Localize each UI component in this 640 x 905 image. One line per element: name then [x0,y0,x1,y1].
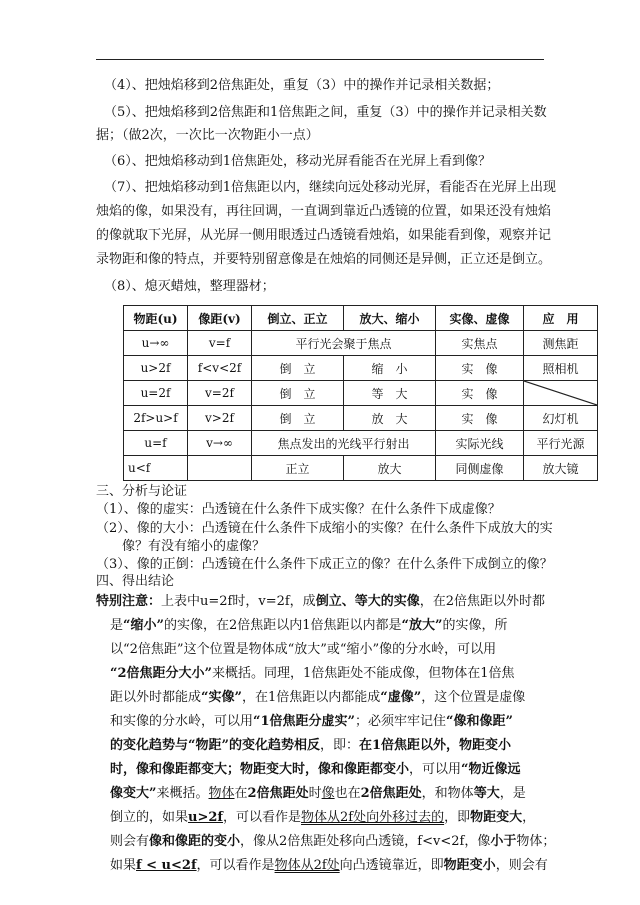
emphasis-text: f < u<2f [136,858,197,873]
table-cell: u=f [124,431,188,456]
text-run: ，即： [320,738,360,753]
emphasis-text: “像和像距” [446,714,514,729]
table-cell: 放 大 [344,406,436,431]
header-magnification: 放大、缩小 [344,306,436,331]
text-run: 是 [110,618,124,633]
emphasis-text: “缩小” [123,618,164,633]
emphasis-text: 倒立、等大的实像 [315,594,420,609]
text-run: ，即 [444,810,471,825]
text-run: ，可以看作是 [223,810,302,825]
text-run: ；必须牢牢记住 [355,714,447,729]
text-run: ，像从2倍焦距处移向凸透镜，f<v<2f，像 [240,834,491,849]
text-run: ，和物体 [421,786,474,801]
emphasis-text: 的变化趋势相反 [228,738,320,753]
text-run: ，在2倍焦距以外时都 [419,594,545,609]
table-cell: v>2f [188,406,252,431]
table-cell [188,456,252,481]
step-6: （6）、把烛焰移动到1倍焦距处，移动光屏看能否在光屏上看到像？ [104,154,492,169]
table-cell: 倒 立 [252,381,344,406]
table-cell: 缩 小 [344,356,436,381]
table-cell: 实焦点 [436,331,524,356]
table-row [124,456,598,481]
table-row [124,381,598,406]
emphasis-text: 物距变小 [443,858,496,873]
table-cell: 实际光线 [436,431,524,456]
emphasis-text: “物近像远 [461,762,521,777]
text-run: 如果 [110,858,137,873]
text-run: 来概括。 [156,786,209,801]
table-cell: 平行光会聚于焦点 [252,331,436,356]
table-cell: u<f [124,456,188,481]
conclusion-line-11 [110,833,555,851]
table-cell: 实 像 [436,356,524,381]
step-7-line-2: 烛焰的像，如果没有，再往回调，一直调到靠近凸透镜的位置，如果还没有烛焰 [96,204,552,219]
emphasis-text: 物距变大 [470,810,523,825]
table-cell: 等 大 [344,381,436,406]
text-run: 在 [234,786,248,801]
table-header-row [124,306,598,331]
text-run: ，在1倍焦距以内都能成 [241,690,381,705]
conclusion-line-7 [110,737,511,755]
table-cell: 焦点发出的光线平行射出 [252,431,436,456]
text-run: 时 [308,786,322,801]
text-run: 也在 [334,786,361,801]
analysis-q2-line-1: （2）、像的大小：凸透镜在什么条件下成缩小的实像？在什么条件下成放大的实 [96,521,553,536]
table-cell: v=2f [188,381,252,406]
table-cell: v→∞ [188,431,252,456]
conclusion-line-2 [110,617,508,635]
emphasis-text: u>2f [188,810,223,825]
header-application: 应 用 [524,306,598,331]
conclusion-line-1 [96,593,545,611]
emphasis-text: 等大 [473,786,500,801]
header-orientation: 倒立、正立 [252,306,344,331]
emphasis-text: 2倍焦距处 [360,786,422,801]
underlined-text: 物体从2f处 [274,858,340,873]
text-run: 距以外时都能成 [110,690,202,705]
table-cell: 幻灯机 [524,406,598,431]
step-8: （8）、熄灭蜡烛，整理器材； [104,279,275,294]
conclusion-line-3: 以“2倍焦距”这个位置是物体成“放大”或“缩小”像的分水岭，可以用 [110,642,497,657]
table-cell: 倒 立 [252,406,344,431]
conclusion-line-12 [110,857,548,875]
emphasis-text: “物距” [188,738,229,753]
special-note-label: 特别注意： [96,594,162,609]
step-5-line-2: 据；（做2次，一次比一次物距小一点） [96,128,319,143]
conclusion-line-10 [110,809,535,827]
emphasis-text: 的变化趋势与 [110,738,189,753]
table-row [124,431,598,456]
text-run: ，这个位置是虚像 [421,690,526,705]
lens-imaging-table [123,305,598,481]
emphasis-text: “1倍焦距分虚实” [253,714,356,729]
text-run: ，是 [499,786,526,801]
step-7-line-3: 的像就取下光屏，从光屏一侧用眼透过凸透镜看烛焰，如果能看到像，观察并记 [96,228,552,243]
step-4: （4）、把烛焰移到2倍焦距处，重复（3）中的操作并记录相关数据； [104,78,500,93]
table-cell: u>2f [124,356,188,381]
analysis-q3: （3）、像的正倒：凸透镜在什么条件下成正立的像？在什么条件下成倒立的像？ [96,557,553,572]
table-cell: v=f [188,331,252,356]
table-cell: 测焦距 [524,331,598,356]
conclusion-line-9 [110,785,526,803]
table-cell: 同侧虚像 [436,456,524,481]
table-cell: u=2f [124,381,188,406]
step-7-line-4: 录物距和像的特点，并要特别留意像是在烛焰的同侧还是异侧，正立还是倒立。 [96,252,552,267]
table-cell: f<v<2f [188,356,252,381]
text-run: ，可以用 [409,762,462,777]
text-run: 和实像的分水岭，可以用 [110,714,254,729]
emphasis-text: 时，像和像距都变大；物距变大时，像和像距都变小 [110,762,410,777]
table-cell: 实 像 [436,381,524,406]
text-run: 的实像，所 [442,618,508,633]
text-run: 向凸透镜靠近，即 [339,858,444,873]
analysis-title: 三、分析与论证 [96,484,188,499]
conclusion-title: 四、得出结论 [96,574,175,589]
table-cell: 平行光源 [524,431,598,456]
emphasis-text: 像和像距的变小 [149,834,241,849]
table-cell: 放大镜 [524,456,598,481]
text-run: 物体； [516,834,556,849]
emphasis-text: 像变大” [110,786,157,801]
step-5-line-1: （5）、把烛焰移到2倍焦距和1倍焦距之间，重复（3）中的操作并记录相关数 [104,105,547,120]
header-image-type: 实像、虚像 [436,306,524,331]
text-run: 倒立的，如果 [110,810,189,825]
conclusion-line-6 [110,713,513,731]
text-run: 来概括。同理，1倍焦距处不能成像，但物体在1倍焦 [212,666,515,681]
text-run: 则会有 [110,834,150,849]
text-run: ， [522,810,536,825]
table-cell: 倒 立 [252,356,344,381]
table-cell: 2f>u>f [124,406,188,431]
header-image-distance: 像距(v) [188,306,252,331]
header-rule [96,59,544,60]
emphasis-text: 2倍焦距处 [247,786,309,801]
table-cell: u→∞ [124,331,188,356]
text-run: 上表中u=2f时，v=2f，成 [161,594,316,609]
diagonal-line [524,381,597,405]
step-7-line-1: （7）、把烛焰移动到1倍焦距以内，继续向远处移动光屏，看能否在光屏上出现 [104,180,557,195]
table-row [124,406,598,431]
analysis-q1: （1）、像的虚实：凸透镜在什么条件下成实像？在什么条件下成虚像？ [96,502,501,517]
underlined-text: 像 [321,786,335,801]
emphasis-text: “虚像” [380,690,422,705]
table-cell: 放大 [344,456,436,481]
text-run: 的实像，在2倍焦距以内1倍焦距以内都是 [163,618,402,633]
empty-diagonal-cell [524,381,598,406]
table-cell: 实 像 [436,406,524,431]
table-cell: 正立 [252,456,344,481]
table-row [124,331,598,356]
emphasis-text: 在1倍焦距以外，物距变小 [359,738,512,753]
table-cell: 照相机 [524,356,598,381]
emphasis-text: 小于 [490,834,517,849]
emphasis-text: “放大” [401,618,443,633]
emphasis-text: “实像” [201,690,242,705]
conclusion-line-5 [110,689,525,707]
analysis-q2-line-2: 像？有没有缩小的虚像？ [122,539,266,554]
underlined-text: 物体 [208,786,235,801]
conclusion-line-8 [110,761,521,779]
conclusion-line-4 [110,665,515,683]
emphasis-text: “2倍焦距分大小” [110,666,213,681]
header-object-distance: 物距(u) [124,306,188,331]
text-run: ，则会有 [495,858,548,873]
table-row [124,356,598,381]
underlined-text: 物体从2f处向外移过去的 [301,810,445,825]
text-run: ，可以看作是 [196,858,275,873]
